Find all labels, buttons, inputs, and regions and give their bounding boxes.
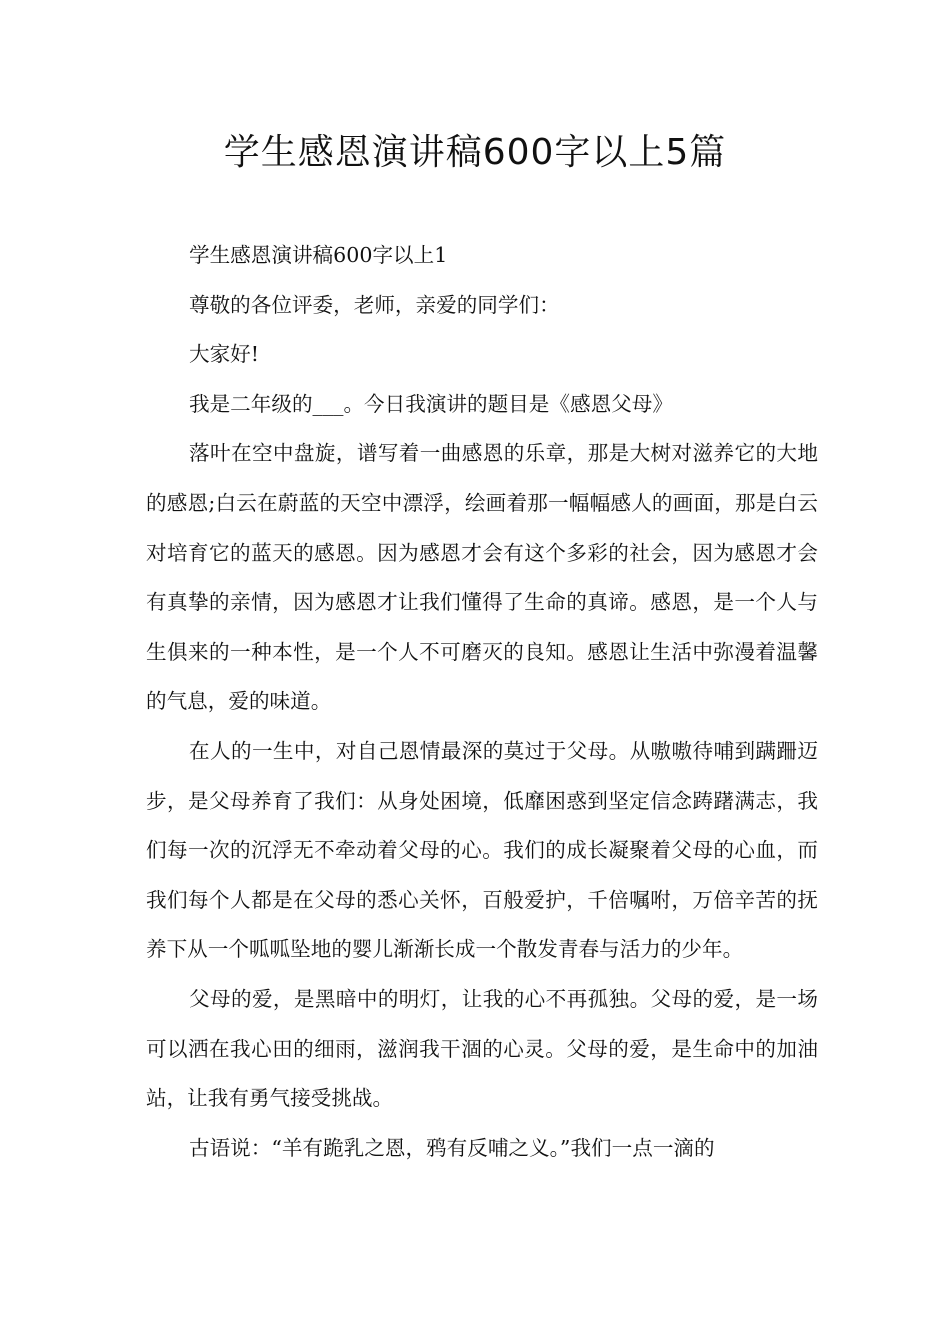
document-body (146, 231, 818, 1173)
body-paragraph: 在人的一生中，对自己恩情最深的莫过于父母。从嗷嗷待哺到蹒跚迈步，是父母养育了我们：从身处困境，低靡困惑到坚定信念踌躇满志，我们每一次的沉浮无不牵动着父母的心。我们的成长凝聚着父母的心血，而我们每个人都是在父母的悉心关怀，百般爱护，千倍嘱咐，万倍辛苦的抚养下从一个呱呱坠地的婴儿渐渐长成一个散发青春与活力的少年。 (146, 738, 818, 962)
greeting: 大家好! (189, 342, 260, 367)
body-paragraph: 古语说：“羊有跪乳之恩，鸦有反哺之义。”我们一点一滴的 (189, 1135, 715, 1160)
introduction-paragraph: 我是二年级的___。今日我演讲的题目是《感恩父母》 (189, 391, 673, 416)
document-title: 学生感恩演讲稿600字以上5篇 (223, 132, 727, 173)
body-paragraph: 父母的爱，是黑暗中的明灯，让我的心不再孤独。父母的爱，是一场可以洒在我心田的细雨，滋润我干涸的心灵。父母的爱，是生命中的加油站，让我有勇气接受挑战。 (146, 986, 818, 1111)
body-paragraph: 落叶在空中盘旋，谱写着一曲感恩的乐章，那是大树对滋养它的大地的感恩;白云在蔚蓝的天空中漂浮，绘画着那一幅幅感人的画面，那是白云对培育它的蓝天的感恩。因为感恩才会有这个多彩的社会，因为感恩才会有真挚的亲情，因为感恩才让我们懂得了生命的真谛。感恩，是一个人与生俱来的一种本性，是一个人不可磨灭的良知。感恩让生活中弥漫着温馨的气息，爱的味道。 (146, 441, 818, 714)
section-heading: 学生感恩演讲稿600字以上1 (189, 243, 448, 267)
salutation: 尊敬的各位评委，老师，亲爱的同学们： (189, 292, 560, 317)
